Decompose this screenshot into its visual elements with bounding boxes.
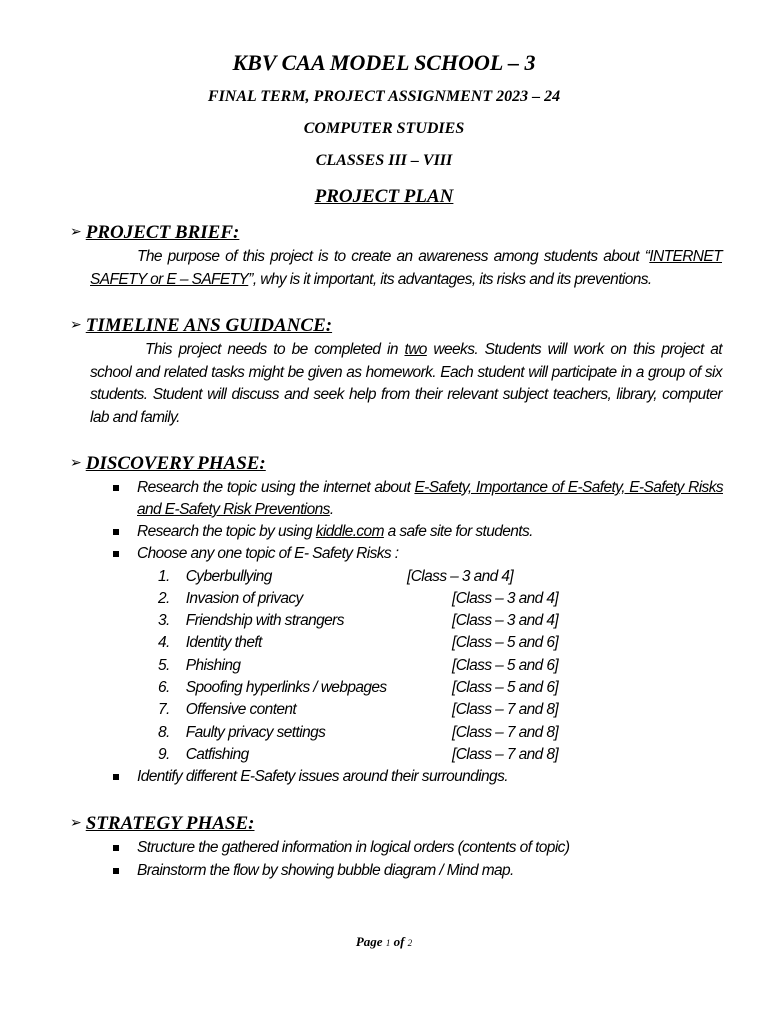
square-bullet-icon	[113, 868, 119, 874]
list-item: Research the topic by using kiddle.com a safe site for students.	[113, 521, 723, 543]
brief-paragraph: The purpose of this project is to create an awareness among students about “INTERNET SAFETY or E – SAFETY”, why is it important, its advantages, its risks and its preventions.	[90, 248, 722, 288]
arrow-bullet-icon: ➢	[70, 317, 82, 333]
arrow-bullet-icon: ➢	[70, 455, 82, 471]
classes-title: CLASSES III – VIII	[315, 152, 453, 169]
subject-title: COMPUTER STUDIES	[303, 120, 465, 137]
list-item: Identify different E-Safety issues around their surroundings.	[113, 766, 723, 788]
topic-class: [Class – 7 and 8]	[452, 724, 559, 741]
section-heading-strategy	[70, 813, 254, 835]
topic-item: 3. Friendship with strangers	[158, 612, 344, 629]
school-title: KBV CAA MODEL SCHOOL – 3	[232, 50, 536, 75]
list-item: Structure the gathered information in logical orders (contents of topic)	[113, 837, 723, 859]
square-bullet-icon	[113, 845, 119, 851]
square-bullet-icon	[113, 485, 119, 491]
timeline-paragraph: This project needs to be completed in two weeks. Students will work on this project at school and related tasks might be given as homework. Each student will participate in a group of six students. Student will discuss and seek help from their relevant subject teachers, library, computer lab and family.	[90, 341, 722, 426]
topic-class: [Class – 3 and 4]	[452, 612, 559, 629]
page-footer	[0, 934, 768, 950]
topic-class: [Class – 5 and 6]	[452, 679, 559, 696]
topic-item: 7. Offensive content	[158, 701, 297, 718]
topic-class: [Class – 5 and 6]	[452, 634, 559, 651]
topic-item: 4. Identity theft	[158, 634, 262, 651]
topic-class: [Class – 7 and 8]	[452, 701, 559, 718]
square-bullet-icon	[113, 551, 119, 557]
strategy-heading-text: STRATEGY PHASE:	[85, 813, 255, 834]
footer-of-word: of	[393, 934, 405, 949]
timeline-heading-text: TIMELINE ANS GUIDANCE:	[85, 315, 333, 336]
footer-page-number: 1	[385, 938, 391, 948]
topic-item: 2. Invasion of privacy	[158, 590, 303, 607]
square-bullet-icon	[113, 774, 119, 780]
topic-class: [Class – 3 and 4]	[452, 590, 559, 607]
discovery-heading-text: DISCOVERY PHASE:	[85, 453, 266, 474]
topic-class: [Class – 3 and 4]	[407, 568, 514, 585]
footer-page-word: Page	[355, 934, 383, 949]
topic-item: 9. Catfishing	[158, 746, 249, 763]
plan-title: PROJECT PLAN	[314, 186, 454, 207]
section-heading-timeline	[70, 315, 332, 337]
topic-item: 1. Cyberbullying	[158, 568, 272, 585]
topic-item: 6. Spoofing hyperlinks / webpages	[158, 679, 387, 696]
arrow-bullet-icon: ➢	[70, 224, 82, 240]
section-heading-discovery	[70, 453, 266, 475]
topic-class: [Class – 5 and 6]	[452, 657, 559, 674]
footer-total-pages: 2	[407, 938, 413, 948]
section-heading-brief	[70, 222, 239, 244]
square-bullet-icon	[113, 529, 119, 535]
topic-item: 5. Phishing	[158, 657, 241, 674]
term-title: FINAL TERM, PROJECT ASSIGNMENT 2023 – 24	[207, 88, 561, 105]
arrow-bullet-icon: ➢	[70, 815, 82, 831]
brief-heading-text: PROJECT BRIEF:	[85, 222, 240, 243]
list-item: Brainstorm the flow by showing bubble diagram / Mind map.	[113, 860, 723, 882]
topic-item: 8. Faulty privacy settings	[158, 724, 326, 741]
list-item: Choose any one topic of E- Safety Risks :	[113, 543, 723, 565]
list-item: Research the topic using the internet about E-Safety, Importance of E-Safety, E-Safety Risks and E-Safety Risk Preventions.	[113, 477, 723, 521]
topic-class: [Class – 7 and 8]	[452, 746, 559, 763]
